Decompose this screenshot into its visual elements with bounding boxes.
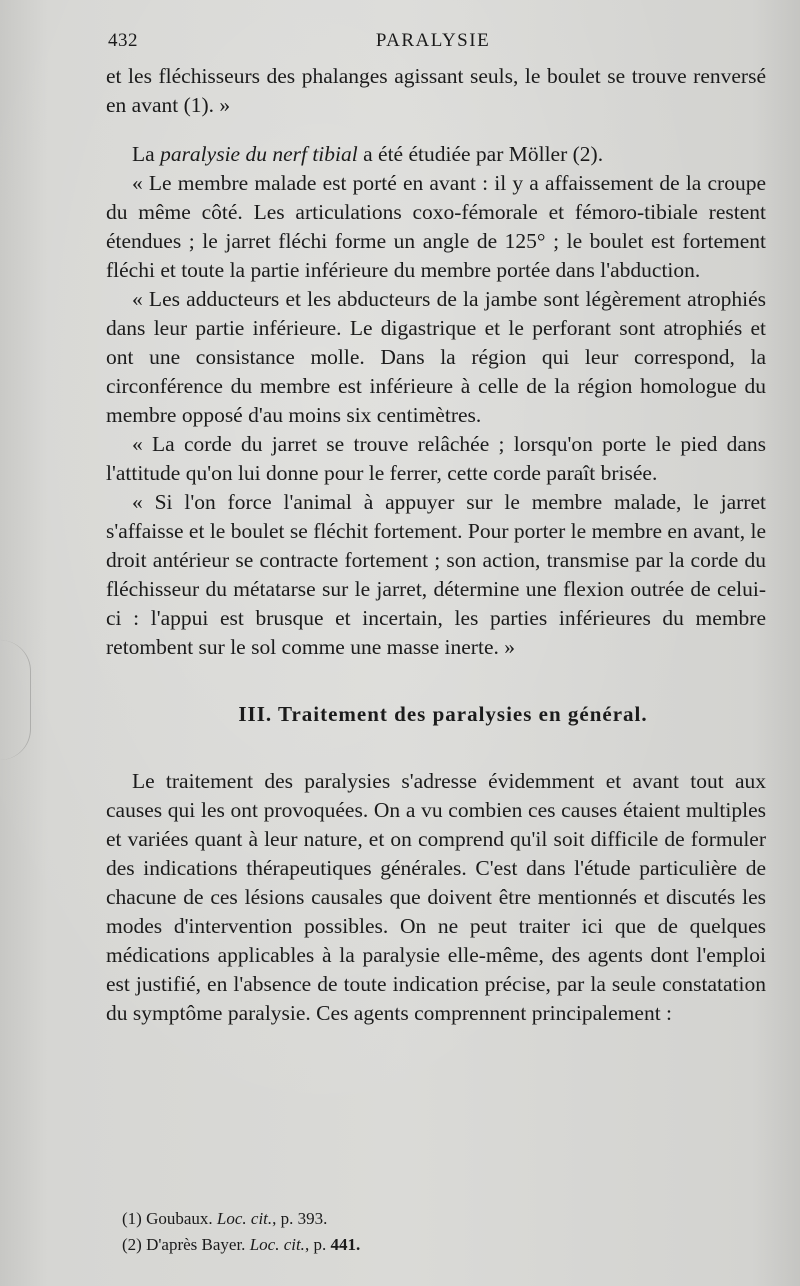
text-run: et les fléchisseurs des phalanges agissant seuls, le boulet se trouve renversé en avant (1). » bbox=[106, 64, 766, 117]
paragraph bbox=[106, 285, 766, 430]
italic-run: paralysie du nerf tibial bbox=[160, 142, 358, 166]
footnotes bbox=[122, 1206, 742, 1258]
footnote bbox=[122, 1206, 742, 1232]
spacer bbox=[106, 729, 766, 767]
footnote bbox=[122, 1232, 742, 1258]
bold-run: 441. bbox=[330, 1235, 361, 1254]
spacer bbox=[106, 662, 766, 700]
italic-run: Loc. cit. bbox=[216, 1209, 273, 1228]
section-heading: III. Traitement des paralysies en général. bbox=[238, 702, 648, 726]
text-run: (1) Goubaux. bbox=[122, 1209, 217, 1228]
body-text bbox=[106, 62, 766, 1028]
text-run: La bbox=[132, 142, 161, 166]
text-run: (2) D'après Bayer. bbox=[122, 1235, 250, 1254]
text-run: « Le membre malade est porté en avant : il y a affaissement de la croupe du même côté. Les articulations coxo-fémorale et fémoro-tibiale restent étendues ; le jarret fléchi forme un angle de 125° ; le boulet est fortement fléchi et toute la partie inférieure du membre portée dans l'abduction. bbox=[106, 171, 766, 282]
text-run: « Si l'on force l'animal à appuyer sur le membre malade, le jarret s'affaisse et le boulet se fléchit fortement. Pour porter le membre en avant, le droit antérieur se contracte fortement ; son action, transmise par la corde du fléchisseur du métatarse sur le jarret, détermine une flexion outrée de celui-ci : l'appui est brusque et incertain, les parties inférieures du membre retombent sur le sol comme une masse inerte. » bbox=[106, 490, 766, 659]
paragraph bbox=[106, 767, 766, 1028]
scan-artifact bbox=[0, 640, 31, 760]
paragraph bbox=[106, 62, 766, 120]
spacer bbox=[106, 120, 766, 140]
text-run: Le traitement des paralysies s'adresse évidemment et avant tout aux causes qui les ont provoquées. On a vu combien ces causes étaient multiples et variées quant à leur nature, et on comprend qu'il soit difficile de formuler des indications thérapeutiques générales. C'est dans l'étude particulière de chacune de ces lésions causales que doivent être mentionnés et discutés les modes d'intervention possibles. On ne peut traiter ici que de quelques médications applicables à la paralysie elle-même, des agents dont l'emploi est justifié, en l'absence de toute indication précise, par la seule constatation du symptôme paralysie. Ces agents comprennent principalement : bbox=[106, 769, 766, 1025]
text-run: , p. 393. bbox=[272, 1209, 328, 1228]
paragraph bbox=[106, 140, 766, 169]
running-head bbox=[108, 30, 758, 54]
text-run: « Les adducteurs et les abducteurs de la jambe sont légèrement atrophiés dans leur partie inférieure. Le digastrique et le perforant sont atrophiés et ont une consistance molle. Dans la région qui leur correspond, la circonférence du membre est inférieure à celle de la région homologue du membre opposé d'au moins six centimètres. bbox=[106, 287, 766, 427]
running-title: PARALYSIE bbox=[375, 30, 491, 51]
page-number: 432 bbox=[108, 30, 138, 51]
paragraph bbox=[106, 488, 766, 662]
paragraph bbox=[106, 169, 766, 285]
text-run: , p. bbox=[304, 1235, 331, 1254]
paragraph bbox=[106, 430, 766, 488]
italic-run: Loc. cit. bbox=[249, 1235, 305, 1254]
text-run: « La corde du jarret se trouve relâchée ; lorsqu'on porte le pied dans l'attitude qu'on lui donne pour le ferrer, cette corde paraît brisée. bbox=[106, 432, 766, 485]
text-run: a été étudiée par Möller (2). bbox=[357, 142, 604, 166]
